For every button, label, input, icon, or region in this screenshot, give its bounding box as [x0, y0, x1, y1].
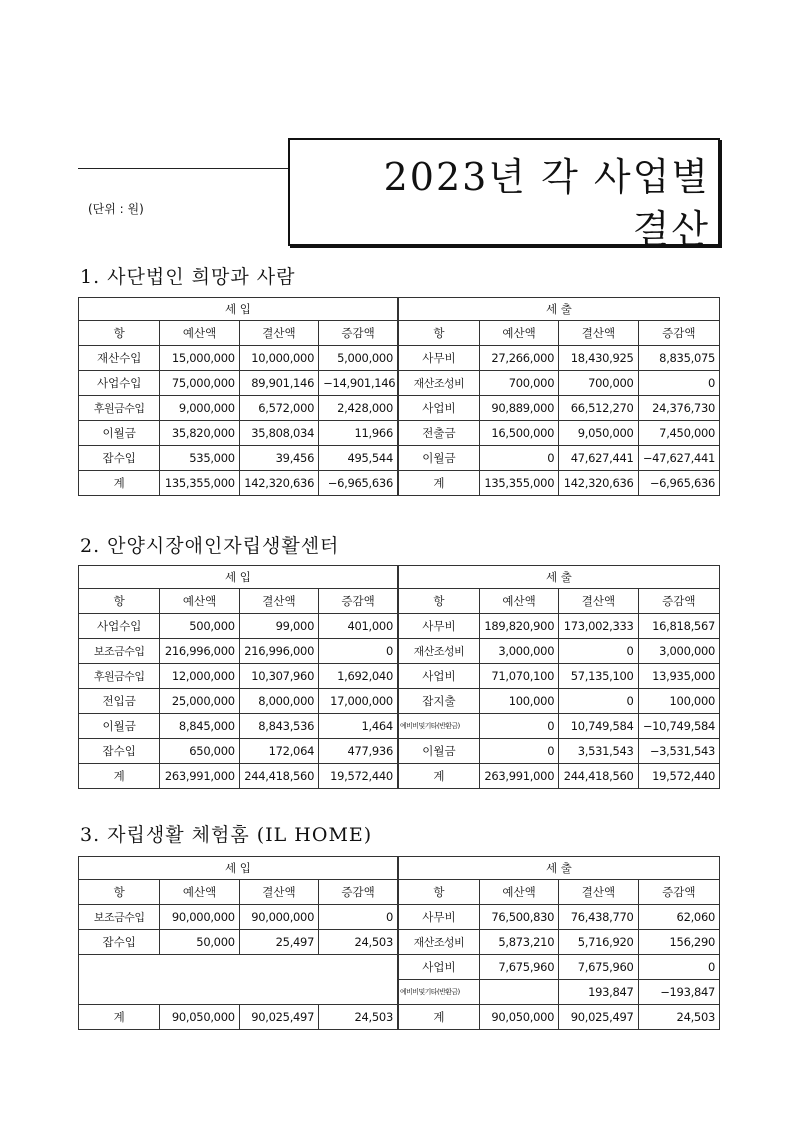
table-row — [79, 955, 720, 980]
expense-col-budget-header: 예산액 — [479, 321, 558, 346]
income-value: 90,000,000 — [160, 905, 239, 930]
expense-total-value: 24,503 — [638, 1005, 719, 1030]
expense-item: 재산조성비 — [398, 930, 479, 955]
expense-value: 76,500,830 — [479, 905, 558, 930]
table-row — [79, 905, 720, 930]
expense-item: 사업비 — [398, 955, 479, 980]
total-row — [79, 471, 720, 496]
income-value: 8,000,000 — [239, 689, 318, 714]
expense-value: 193,847 — [559, 980, 638, 1005]
unit-label: (단위 : 원) — [88, 202, 144, 216]
income-total-value: 244,418,560 — [239, 764, 318, 789]
expense-item: 예비비및기타(반환금) — [398, 980, 479, 1005]
expense-item: 예비비및기타(반환금) — [398, 714, 479, 739]
expense-value: 3,000,000 — [638, 639, 719, 664]
income-value: 1,464 — [319, 714, 398, 739]
column-header-row — [79, 589, 720, 614]
income-value: 650,000 — [160, 739, 239, 764]
section-1-table — [78, 297, 720, 496]
expense-col-diff-header: 증감액 — [638, 880, 719, 905]
income-value: 25,497 — [239, 930, 318, 955]
expense-item: 재산조성비 — [398, 639, 479, 664]
expense-value: 8,835,075 — [638, 346, 719, 371]
expense-value: −193,847 — [638, 980, 719, 1005]
expense-col-diff-header: 증감액 — [638, 321, 719, 346]
income-item: 보조금수입 — [79, 639, 160, 664]
page-title-line2: 결산 — [632, 207, 710, 251]
expense-total-value: 19,572,440 — [638, 764, 719, 789]
expense-value: 189,820,900 — [479, 614, 558, 639]
expense-col-item-header: 항 — [398, 589, 479, 614]
income-total-value: 135,355,000 — [160, 471, 239, 496]
total-row — [79, 764, 720, 789]
expense-value: 5,873,210 — [479, 930, 558, 955]
income-header: 세 입 — [79, 298, 398, 321]
total-row — [79, 1005, 720, 1030]
expense-item: 사무비 — [398, 905, 479, 930]
expense-item: 사업비 — [398, 664, 479, 689]
income-value: 75,000,000 — [160, 371, 239, 396]
expense-item: 이월금 — [398, 446, 479, 471]
income-item: 사업수입 — [79, 614, 160, 639]
income-item: 후원금수입 — [79, 664, 160, 689]
income-item: 후원금수입 — [79, 396, 160, 421]
table-row — [79, 930, 720, 955]
section-1-title: 1. 사단법인 희망과 사람 — [80, 266, 296, 288]
expense-total-value: 142,320,636 — [559, 471, 638, 496]
income-value: 24,503 — [319, 930, 398, 955]
expense-value: 7,675,960 — [479, 955, 558, 980]
income-value: 6,572,000 — [239, 396, 318, 421]
expense-col-item-header: 항 — [398, 880, 479, 905]
expense-value: 27,266,000 — [479, 346, 558, 371]
income-total-label: 계 — [79, 764, 160, 789]
expense-col-settled-header: 결산액 — [559, 880, 638, 905]
expense-value: 156,290 — [638, 930, 719, 955]
expense-value: 10,749,584 — [559, 714, 638, 739]
income-header: 세 입 — [79, 857, 398, 880]
section-3-table — [78, 856, 720, 1030]
expense-value: 76,438,770 — [559, 905, 638, 930]
title-box — [288, 138, 720, 251]
income-item: 잡수입 — [79, 739, 160, 764]
page-title-line1: 2023년 각 사업별 — [383, 155, 710, 199]
table-row — [79, 739, 720, 764]
income-col-diff-header: 증감액 — [319, 880, 398, 905]
income-col-diff-header: 증감액 — [319, 321, 398, 346]
expense-value: −10,749,584 — [638, 714, 719, 739]
income-value: 99,000 — [239, 614, 318, 639]
income-item: 사업수입 — [79, 371, 160, 396]
expense-item: 잡지출 — [398, 689, 479, 714]
income-col-settled-header: 결산액 — [239, 321, 318, 346]
expense-total-value: 263,991,000 — [479, 764, 558, 789]
expense-value: 9,050,000 — [559, 421, 638, 446]
income-col-budget-header: 예산액 — [160, 589, 239, 614]
table-row — [79, 614, 720, 639]
expense-total-value: 244,418,560 — [559, 764, 638, 789]
group-header-row — [79, 857, 720, 880]
expense-item: 사무비 — [398, 614, 479, 639]
income-value: 500,000 — [160, 614, 239, 639]
income-value: 39,456 — [239, 446, 318, 471]
income-total-value: −6,965,636 — [319, 471, 398, 496]
income-value: 535,000 — [160, 446, 239, 471]
expense-value: 5,716,920 — [559, 930, 638, 955]
section-2-table — [78, 565, 720, 789]
expense-col-budget-header: 예산액 — [479, 880, 558, 905]
expense-value: 62,060 — [638, 905, 719, 930]
income-value: 12,000,000 — [160, 664, 239, 689]
expense-total-label: 계 — [398, 471, 479, 496]
income-value: 1,692,040 — [319, 664, 398, 689]
income-total-value: 19,572,440 — [319, 764, 398, 789]
expense-value: 7,450,000 — [638, 421, 719, 446]
table-row — [79, 639, 720, 664]
section-3-title: 3. 자립생활 체험홈 (IL HOME) — [80, 824, 373, 846]
expense-value — [479, 980, 558, 1005]
column-header-row — [79, 321, 720, 346]
income-value: 35,820,000 — [160, 421, 239, 446]
expense-col-item-header: 항 — [398, 321, 479, 346]
income-empty-cell — [79, 955, 398, 1005]
income-value: 35,808,034 — [239, 421, 318, 446]
income-value: 9,000,000 — [160, 396, 239, 421]
expense-value: 0 — [559, 639, 638, 664]
expense-value: 66,512,270 — [559, 396, 638, 421]
income-item: 이월금 — [79, 714, 160, 739]
income-total-value: 263,991,000 — [160, 764, 239, 789]
expense-value: 3,531,543 — [559, 739, 638, 764]
section-2-title: 2. 안양시장애인자립생활센터 — [80, 535, 340, 557]
expense-value: 0 — [638, 371, 719, 396]
expense-total-value: 90,050,000 — [479, 1005, 558, 1030]
expense-value: 0 — [559, 689, 638, 714]
income-col-settled-header: 결산액 — [239, 880, 318, 905]
income-value: 25,000,000 — [160, 689, 239, 714]
income-item: 보조금수입 — [79, 905, 160, 930]
income-value: 477,936 — [319, 739, 398, 764]
income-value: 0 — [319, 905, 398, 930]
expense-value: 71,070,100 — [479, 664, 558, 689]
table-row — [79, 371, 720, 396]
table-row — [79, 714, 720, 739]
expense-item: 전출금 — [398, 421, 479, 446]
expense-value: 90,889,000 — [479, 396, 558, 421]
income-col-item-header: 항 — [79, 880, 160, 905]
expense-col-diff-header: 증감액 — [638, 589, 719, 614]
expense-value: 18,430,925 — [559, 346, 638, 371]
income-total-value: 90,025,497 — [239, 1005, 318, 1030]
income-value: 90,000,000 — [239, 905, 318, 930]
table-row — [79, 446, 720, 471]
expense-total-label: 계 — [398, 764, 479, 789]
expense-value: 13,935,000 — [638, 664, 719, 689]
expense-value: 0 — [479, 714, 558, 739]
expense-value: 47,627,441 — [559, 446, 638, 471]
expense-value: 57,135,100 — [559, 664, 638, 689]
column-header-row — [79, 880, 720, 905]
income-value: 216,996,000 — [239, 639, 318, 664]
income-header: 세 입 — [79, 566, 398, 589]
group-header-row — [79, 298, 720, 321]
income-value: 11,966 — [319, 421, 398, 446]
income-total-label: 계 — [79, 471, 160, 496]
expense-header: 세 출 — [398, 857, 720, 880]
expense-item: 사무비 — [398, 346, 479, 371]
table-row — [79, 664, 720, 689]
income-value: 50,000 — [160, 930, 239, 955]
expense-col-settled-header: 결산액 — [559, 589, 638, 614]
expense-col-budget-header: 예산액 — [479, 589, 558, 614]
expense-value: 0 — [479, 446, 558, 471]
income-col-budget-header: 예산액 — [160, 880, 239, 905]
expense-total-value: 90,025,497 — [559, 1005, 638, 1030]
income-value: 8,843,536 — [239, 714, 318, 739]
income-item: 재산수입 — [79, 346, 160, 371]
group-header-row — [79, 566, 720, 589]
expense-col-settled-header: 결산액 — [559, 321, 638, 346]
income-item: 잡수입 — [79, 930, 160, 955]
income-value: 15,000,000 — [160, 346, 239, 371]
income-col-item-header: 항 — [79, 321, 160, 346]
income-value: 89,901,146 — [239, 371, 318, 396]
income-total-value: 24,503 — [319, 1005, 398, 1030]
expense-item: 사업비 — [398, 396, 479, 421]
expense-value: 100,000 — [638, 689, 719, 714]
income-value: 216,996,000 — [160, 639, 239, 664]
expense-value: 700,000 — [479, 371, 558, 396]
income-col-item-header: 항 — [79, 589, 160, 614]
table-row — [79, 346, 720, 371]
income-value: 2,428,000 — [319, 396, 398, 421]
table-row — [79, 689, 720, 714]
expense-header: 세 출 — [398, 298, 720, 321]
income-item: 이월금 — [79, 421, 160, 446]
income-value: 5,000,000 — [319, 346, 398, 371]
income-col-settled-header: 결산액 — [239, 589, 318, 614]
expense-total-value: −6,965,636 — [638, 471, 719, 496]
income-col-budget-header: 예산액 — [160, 321, 239, 346]
income-total-label: 계 — [79, 1005, 160, 1030]
expense-value: −47,627,441 — [638, 446, 719, 471]
income-value: 10,307,960 — [239, 664, 318, 689]
income-item: 전입금 — [79, 689, 160, 714]
header-rule — [78, 168, 288, 169]
income-total-value: 90,050,000 — [160, 1005, 239, 1030]
expense-value: 100,000 — [479, 689, 558, 714]
table-row — [79, 421, 720, 446]
expense-item: 이월금 — [398, 739, 479, 764]
income-value: 17,000,000 — [319, 689, 398, 714]
income-item: 잡수입 — [79, 446, 160, 471]
expense-value: 0 — [638, 955, 719, 980]
expense-total-value: 135,355,000 — [479, 471, 558, 496]
income-value: 172,064 — [239, 739, 318, 764]
expense-value: 24,376,730 — [638, 396, 719, 421]
income-value: −14,901,146 — [319, 371, 398, 396]
expense-value: −3,531,543 — [638, 739, 719, 764]
expense-value: 16,818,567 — [638, 614, 719, 639]
income-value: 8,845,000 — [160, 714, 239, 739]
expense-value: 16,500,000 — [479, 421, 558, 446]
expense-value: 173,002,333 — [559, 614, 638, 639]
income-total-value: 142,320,636 — [239, 471, 318, 496]
expense-value: 0 — [479, 739, 558, 764]
expense-value: 700,000 — [559, 371, 638, 396]
income-value: 10,000,000 — [239, 346, 318, 371]
expense-value: 7,675,960 — [559, 955, 638, 980]
income-col-diff-header: 증감액 — [319, 589, 398, 614]
income-value: 401,000 — [319, 614, 398, 639]
income-value: 495,544 — [319, 446, 398, 471]
expense-value: 3,000,000 — [479, 639, 558, 664]
expense-total-label: 계 — [398, 1005, 479, 1030]
income-value: 0 — [319, 639, 398, 664]
expense-item: 재산조성비 — [398, 371, 479, 396]
table-row — [79, 396, 720, 421]
expense-header: 세 출 — [398, 566, 720, 589]
